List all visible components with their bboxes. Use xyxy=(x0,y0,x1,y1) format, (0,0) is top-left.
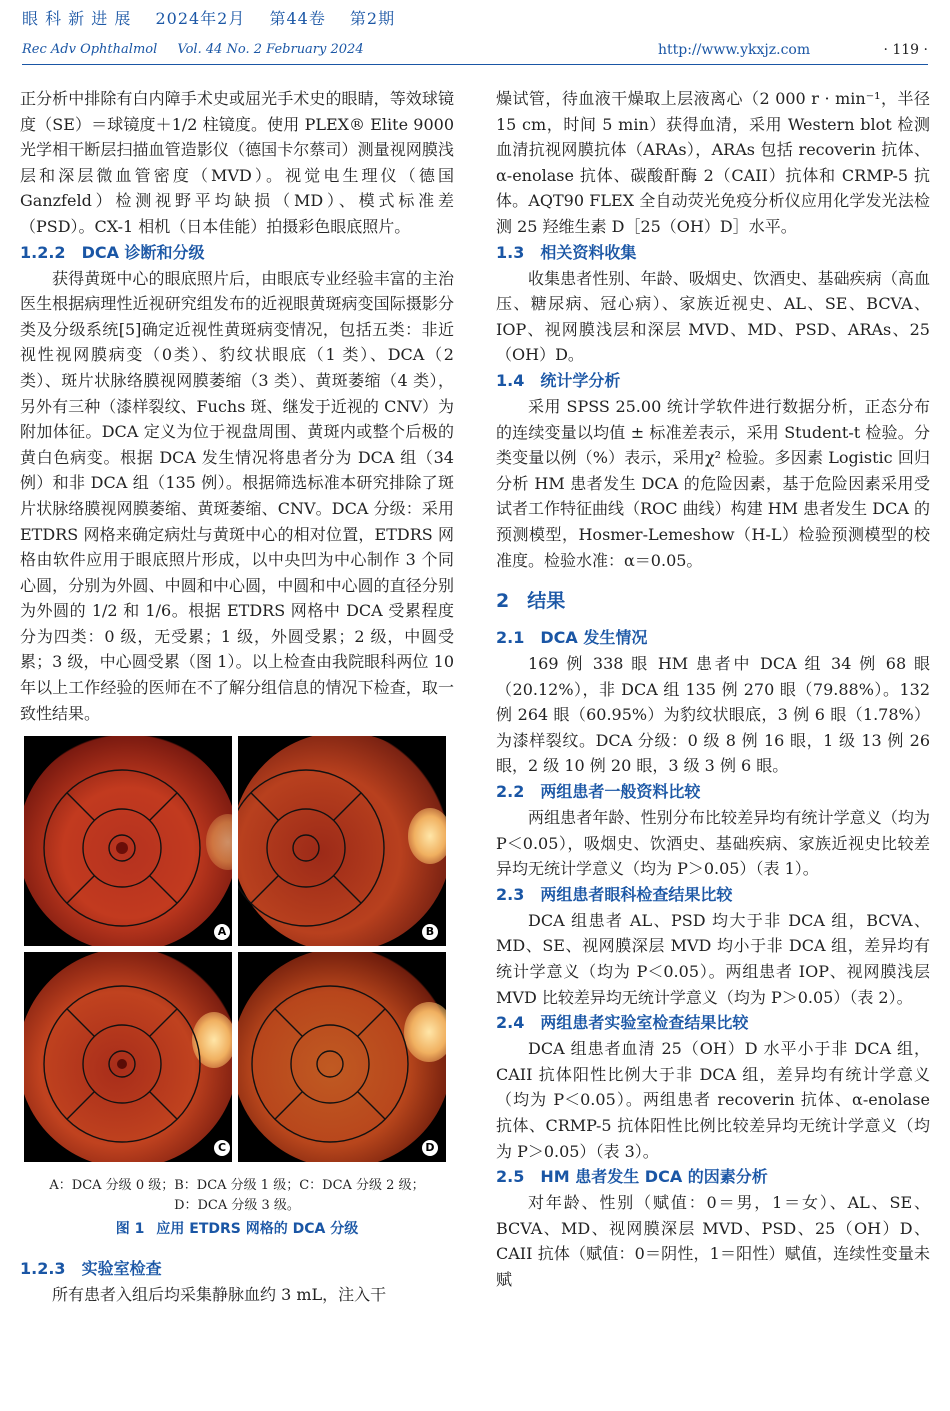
issue-date-cn: 2024年2月 xyxy=(155,9,246,28)
right-column xyxy=(496,86,930,1293)
paragraph: 采用 SPSS 25.00 统计学软件进行数据分析，正态分布的连续变量以均值 ± 标准差表示，采用 Student-t 检验。分类变量以例（%）表示，采用χ² 检验。多因素 Logistic 回归分析 HM 患者发生 DCA 的危险因素，基于危险因素采用受试者工作特征曲线（ROC 曲线）构建 HM 患者发生 DCA 的预测模型，Hosmer-Lemeshow（H-L）检验预测模型的校准度。检验水准：α＝0.05。 xyxy=(496,396,930,570)
paragraph: 获得黄斑中心的眼底照片后，由眼底专业经验丰富的主治医生根据病理性近视研究组发布的近视眼黄斑病变国际摄影分类及分级系统[5]确定近视性黄斑病变情况，包括五类：非近视性视网膜病变（0类）、豹纹状眼底（1 类）、DCA（2 类）、斑片状脉络膜视网膜萎缩（3 类）、黄斑萎缩（4 类），另外有三种（漆样裂纹、Fuchs 斑、继发于近视的 CNV）为附加体征。DCA 定义为位于视盘周围、黄斑内或整个后极的黄白色病变。根据 DCA 发生情况将患者分为 DCA 组（34 例）和非 DCA 组（135 例）。根据筛选标准本研究排除了斑片状脉络膜视网膜萎缩、黄斑萎缩、CNV。DCA 分级：采用 ETDRS 网格来确定病灶与黄斑中心的相对位置，ETDRS 网格由软件应用于眼底照片形成，以中央凹为中心制作 3 个同心圆，分别为外圆、中圆和中心圆，中圆和中心圆的直径分别为外圆的 1/2 和 1/6。根据 ETDRS 网格中 DCA 受累程度分为四类：0 级，无受累；1 级，外圆受累；2 级，中圆受累；3 级，中心圆受累（图 1）。以上检查由我院眼科两位 10 年以上工作经验的医师在不了解分组信息的情况下检查，取一致性结果。 xyxy=(20,268,454,723)
panel-label-b: B xyxy=(422,924,438,940)
header-line-en xyxy=(22,42,380,57)
journal-url[interactable]: http://www.ykxjz.com xyxy=(658,42,811,58)
fundus-photo-c xyxy=(24,952,232,1162)
paragraph: 收集患者性别、年龄、吸烟史、饮酒史、基础疾病（高血压、糖尿病、冠心病）、家族近视史、AL、SE、BCVA、IOP、视网膜浅层和深层 MVD、MD、PSD、ARAs、25（OH）D。 xyxy=(496,268,930,365)
section-heading-1-4: 1.4 统计学分析 xyxy=(496,370,621,390)
header-line-cn xyxy=(22,6,413,29)
paragraph: 两组患者年龄、性别分布比较差异均有统计学意义（均为 P＜0.05），吸烟史、饮酒史、基础疾病、家族近视史比较差异均无统计学意义（均为 P＞0.05）（表 1）。 xyxy=(496,808,930,879)
figure-title: 图 1 应用 ETDRS 网格的 DCA 分级 xyxy=(115,1221,359,1238)
etdrs-grid xyxy=(24,736,232,946)
paragraph: 对年龄、性别（赋值：0＝男，1＝女）、AL、SE、BCVA、MD、视网膜深层 MVD、PSD、25（OH）D、CAII 抗体（赋值：0＝阴性，1＝阳性）赋值，连续性变量未赋 xyxy=(496,1193,930,1289)
section-heading-1-2-2: 1.2.2 DCA 诊断和分级 xyxy=(20,242,205,262)
etdrs-grid xyxy=(238,736,446,946)
section-heading-1-2-3: 1.2.3 实验室检查 xyxy=(20,1259,162,1279)
figure-1 xyxy=(24,736,436,1168)
section-heading-1-3: 1.3 相关资料收集 xyxy=(496,242,637,262)
volume-en: Vol. 44 No. 2 February 2024 xyxy=(177,42,364,57)
etdrs-grid xyxy=(24,952,232,1162)
page-number: · 119 · xyxy=(883,42,928,58)
section-heading-2-2: 2.2 两组患者一般资料比较 xyxy=(496,782,701,802)
section-heading-2-5: 2.5 HM 患者发生 DCA 的因素分析 xyxy=(496,1167,768,1187)
figure-caption: A：DCA 分级 0 级；B：DCA 分级 1 级；C：DCA 分级 2 级； D：DCA 分级 3 级。 xyxy=(49,1178,425,1214)
paragraph: DCA 组患者 AL、PSD 均大于非 DCA 组，BCVA、MD、SE、视网膜深层 MVD 均小于非 DCA 组，差异均有统计学意义（均为 P＜0.05）。两组患者 IOP、视网膜浅层 MVD 比较差异均无统计学意义（均为 P＞0.05）（表 2）。 xyxy=(496,910,930,1007)
running-header xyxy=(22,6,928,62)
header-rule xyxy=(22,64,928,65)
volume-cn: 第44卷 xyxy=(269,9,326,28)
paragraph: 169 例 338 眼 HM 患者中 DCA 组 34 例 68 眼（20.12%），非 DCA 组 135 例 270 眼（79.88%）。132 例 264 眼（60.95%）为豹纹状眼底，3 例 6 眼（1.78%）为漆样裂纹。DCA 分级：0 级 8 例 16 眼，1 级 13 例 26 眼，2 级 10 例 20 眼，3 级 3 例 6 眼。 xyxy=(496,654,930,776)
section-heading-2-4: 2.4 两组患者实验室检查结果比较 xyxy=(496,1013,749,1033)
fundus-photo-b xyxy=(238,736,446,946)
paragraph: 燥试管，待血液干燥取上层液离心（2 000 r · min⁻¹，半径 15 cm，时间 5 min）获得血清，采用 Western blot 检测血清抗视网膜抗体（ARAs），ARAs 包括 recoverin 抗体、α-enolase 抗体、碳酸酐酶 2（CAII）抗体和 CRMP-5 抗体。AQT90 FLEX 全自动荧光免疫分析仪应用化学发光法检测 25 羟维生素 D［25（OH）D］水平。 xyxy=(496,89,930,236)
panel-label-a: A xyxy=(214,924,230,940)
fundus-photo-d xyxy=(238,952,446,1162)
journal-name-cn: 眼 科 新 进 展 xyxy=(22,9,132,28)
etdrs-grid xyxy=(238,952,446,1162)
paragraph: 正分析中排除有白内障手术史或屈光手术史的眼睛，等效球镜度（SE）＝球镜度＋1/2 柱镜度。使用 PLEX® Elite 9000 光学相干断层扫描血管造影仪（德国卡尔蔡司）测量视网膜浅层和深层微血管密度（MVD）。视觉电生理仪（德国 Ganzfeld）检测视野平均缺损（MD）、模式标准差（PSD）。CX-1 相机（日本佳能）拍摄彩色眼底照片。 xyxy=(20,89,454,236)
paragraph: 所有患者入组后均采集静脉血约 3 mL，注入干 xyxy=(52,1285,387,1305)
section-heading-2-1: 2.1 DCA 发生情况 xyxy=(496,628,648,648)
left-column xyxy=(20,86,454,1308)
issue-cn: 第2期 xyxy=(349,9,396,28)
journal-name-en: Rec Adv Ophthalmol xyxy=(22,42,158,57)
paragraph: DCA 组患者血清 25（OH）D 水平小于非 DCA 组，CAII 抗体阳性比例大于非 DCA 组，差异均有统计学意义（均为 P＜0.05）。两组患者 recoverin 抗体、α-enolase 抗体、CRMP-5 抗体阳性比例比较差异均无统计学意义（均为 P＞0.05）（表 3）。 xyxy=(496,1039,930,1161)
fundus-photo-a xyxy=(24,736,232,946)
panel-label-d: D xyxy=(422,1140,438,1156)
section-heading-2: 2 结果 xyxy=(496,590,566,613)
section-heading-2-3: 2.3 两组患者眼科检查结果比较 xyxy=(496,884,733,904)
panel-label-c: C xyxy=(214,1140,230,1156)
